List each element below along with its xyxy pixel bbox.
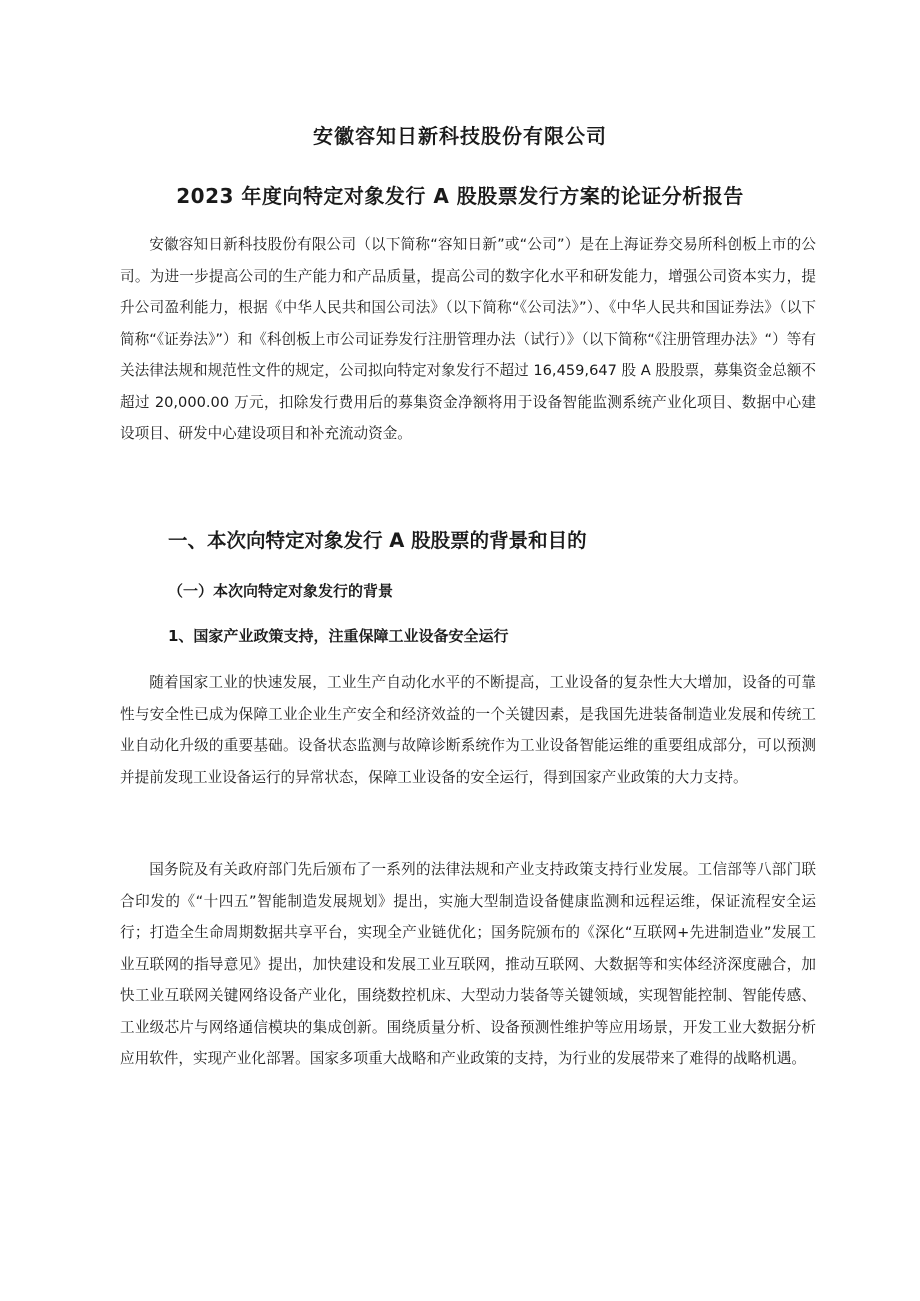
point1-paragraph-1: 随着国家工业的快速发展，工业生产自动化水平的不断提高，工业设备的复杂性大大增加，设备的可靠性与安全性已成为保障工业企业生产安全和经济效益的一个关键因素，是我国先进装备制造业发展和传统工业自动化升级的重要基础。设备状态监测与故障诊断系统作为工业设备智能运维的重要组成部分，可以预测并提前发现工业设备运行的异常状态，保障工业设备的安全运行，得到国家产业政策的大力支持。 <box>120 674 816 786</box>
section-heading-1: 一、本次向特定对象发行 A 股股票的背景和目的 <box>168 529 587 552</box>
company-title: 安徽容知日新科技股份有限公司 <box>313 124 607 148</box>
intro-paragraph: 安徽容知日新科技股份有限公司（以下简称“容知日新”或“公司”）是在上海证券交易所科创板上市的公司。为进一步提高公司的生产能力和产品质量，提高公司的数字化水平和研发能力，增强公司资本实力，提升公司盈利能力，根据《中华人民共和国公司法》（以下简称“《公司法》”）、《中华人民共和国证券法》（以下简称“《证券法》”）和《科创板上市公司证券发行注册管理办法（试行）》（以下简称“《注册管理办法》“）等有关法律法规和规范性文件的规定，公司拟向特定对象发行不超过 16,459,647 股 A 股股票，募集资金总额不超过 20,000.00 万元，扣除发行费用后的募集资金净额将用于设备智能监测系统产业化项目、数据中心建设项目、研发中心建设项目和补充流动资金。 <box>120 236 816 442</box>
point-heading-1: 1、国家产业政策支持，注重保障工业设备安全运行 <box>168 627 509 645</box>
subsection-heading-1: （一）本次向特定对象发行的背景 <box>168 582 394 600</box>
report-title: 2023 年度向特定对象发行 A 股股票发行方案的论证分析报告 <box>176 184 744 208</box>
point1-paragraph-2: 国务院及有关政府部门先后颁布了一系列的法律法规和产业支持政策支持行业发展。工信部等八部门联合印发的《“十四五”智能制造发展规划》提出，实施大型制造设备健康监测和远程运维，保证流程安全运行；打造全生命周期数据共享平台，实现全产业链优化；国务院颁布的《深化“互联网+先进制造业”发展工业互联网的指导意见》提出，加快建设和发展工业互联网，推动互联网、大数据等和实体经济深度融合，加快工业互联网关键网络设备产业化，围绕数控机床、大型动力装备等关键领域，实现智能控制、智能传感、工业级芯片与网络通信模块的集成创新。围绕质量分析、设备预测性维护等应用场景，开发工业大数据分析应用软件，实现产业化部署。国家多项重大战略和产业政策的支持，为行业的发展带来了难得的战略机遇。 <box>120 861 816 1067</box>
